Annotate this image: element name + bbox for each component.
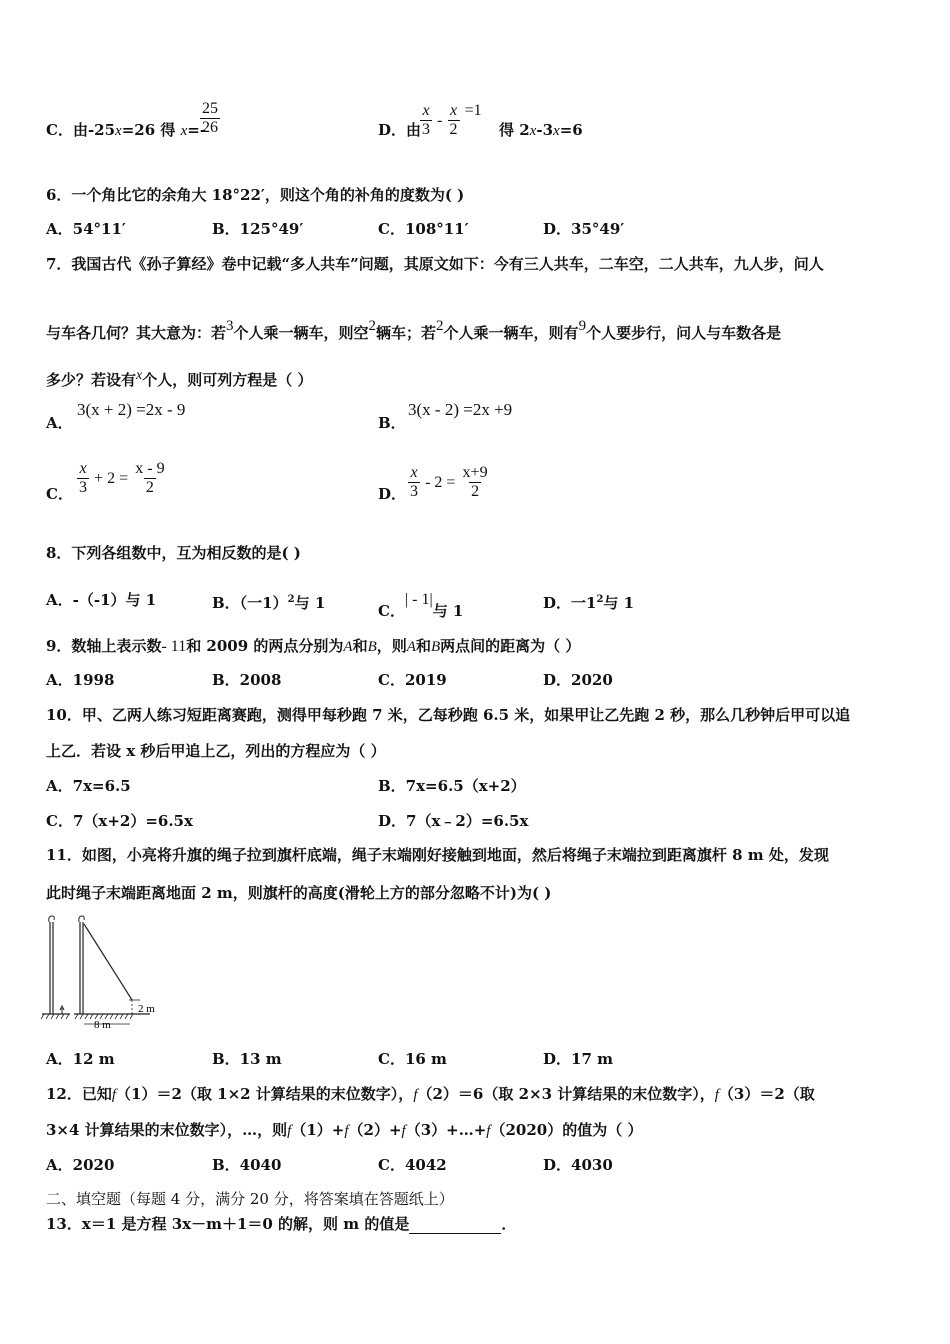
q7-line3 [46, 366, 312, 390]
q5d-tail-b: -3 [536, 121, 554, 139]
q7d-n2: x+9 [462, 464, 488, 481]
q7-option-d-eq [408, 464, 490, 501]
q12-f2: f [413, 1087, 418, 1103]
flagpole-figure [40, 910, 165, 1032]
q9-B2: B [430, 639, 441, 655]
q7-line2 [46, 316, 781, 343]
q9-A: A [343, 639, 353, 655]
q13-text: 13．x＝1 是方程 3x－m＋1＝0 的解，则 m 的值是 [46, 1215, 410, 1233]
q6-option-d: D．35°49′ [543, 220, 625, 238]
q5d-var2: x [553, 123, 560, 139]
section2-title: 二、填空题（每题 4 分，满分 20 分，将答案填在答题纸上） [46, 1190, 454, 1208]
q10-line2: 上乙．若设 x 秒后甲追上乙，列出的方程应为（ ） [46, 742, 386, 760]
q9-b: 和 2009 的两点分别为 [186, 637, 344, 655]
q7d-d2: 2 [471, 483, 480, 500]
q8b-sup: 2 [287, 594, 295, 605]
q7-n2a: 2 [368, 318, 377, 334]
q12-line1 [46, 1084, 815, 1105]
q12-f4: f [287, 1123, 292, 1139]
q5c-var2: x [180, 123, 188, 139]
q12-option-b: B．4040 [212, 1156, 282, 1174]
q10-option-c: C．7（x+2）=6.5x [46, 812, 193, 830]
q6-option-c: C．108°11′ [378, 220, 469, 238]
q12-f1: f [111, 1087, 117, 1103]
q7-l2c: 辆车；若 [376, 324, 437, 342]
q8d-tail: 与 1 [603, 594, 635, 612]
q12-l1a: 12．已知 [46, 1085, 112, 1103]
q5c-fraction [200, 100, 220, 137]
q8d-text: D．一1 [543, 594, 597, 612]
q7-option-a-eq: 3(x + 2) =2x - 9 [77, 400, 186, 419]
q9-option-b: B．2008 [212, 671, 282, 689]
q7-option-c-label: C． [46, 485, 73, 503]
q5c-var: x [115, 123, 122, 139]
pole-right [79, 916, 140, 1014]
q12-option-c: C．4042 [378, 1156, 447, 1174]
pole-left [49, 916, 64, 1014]
q7-l3b: 个人，则可列方程是（ ） [142, 371, 313, 389]
q10-line1: 10．甲、乙两人练习短距离赛跑，测得甲每秒跑 7 米，乙每秒跑 6.5 米，如果甲让乙先跑 2 秒，那么几秒钟后甲可以追 [46, 706, 851, 724]
q13-period: ． [501, 1215, 517, 1233]
q5d-d2: 2 [449, 121, 458, 138]
q7-l2a: 与车各几何？其大意为：若 [46, 324, 227, 342]
q7c-n2: x - 9 [135, 460, 165, 477]
q9-option-d: D．2020 [543, 671, 613, 689]
q12-l1b: （1）＝2（取 1×2 计算结果的末位数字）， [116, 1085, 414, 1103]
q8c-label: C． [378, 602, 405, 620]
q8b-text: B．（一1） [212, 594, 288, 612]
q5d-tail [499, 120, 583, 141]
q7d-d1: 3 [410, 483, 418, 500]
q9-c: 和 [352, 637, 368, 655]
q13-line [46, 1214, 516, 1234]
q8c-tail: 与 1 [432, 602, 464, 620]
q5-option-d-label [378, 120, 421, 140]
rope-line [84, 924, 132, 1000]
q9-stem [46, 636, 580, 657]
q5d-n2: x [449, 102, 458, 119]
q6-option-a: A．54°11′ [46, 220, 126, 238]
q5d-n1: x [422, 102, 430, 119]
q9-a: 9．数轴上表示数 [46, 637, 162, 655]
q7-l2e: 个人要步行，问人与车数各是 [586, 324, 782, 342]
q9-f: 两点间的距离为（ ） [440, 637, 581, 655]
q8d-sup: 2 [596, 594, 604, 605]
q8c-abs: | - 1| [404, 591, 433, 608]
label-2m: 2 m [138, 1003, 155, 1015]
q7-option-a-label: A． [46, 414, 73, 432]
q5d-label: D．由 [378, 121, 422, 139]
q9-option-a: A．1998 [46, 671, 115, 689]
q7-option-d-label: D． [378, 485, 407, 503]
q5d-var1: x [529, 123, 537, 139]
q13-answer-blank[interactable] [409, 1219, 501, 1234]
q5d-d1: 3 [422, 121, 430, 138]
q7-line1: 7．我国古代《孙子算经》卷中记载“多人共车”问题，其原文如下：今有三人共车，二车空，二人共车，九人步，问人 [46, 255, 824, 273]
q12-l1c: （2）＝6（取 2×3 计算结果的末位数字）， [417, 1085, 715, 1103]
q5d-eq: =1 [464, 102, 482, 119]
q11-option-d: D．17 m [543, 1050, 613, 1068]
q12-option-d: D．4030 [543, 1156, 613, 1174]
q12-f5: f [344, 1123, 349, 1139]
q8b-tail: 与 1 [294, 594, 326, 612]
q9-B: B [367, 639, 377, 655]
q10-option-d: D．7（x﹣2）=6.5x [378, 812, 529, 830]
q7c-d1: 3 [79, 479, 87, 496]
q7-option-b-eq: 3(x - 2) =2x +9 [408, 400, 513, 419]
q11-option-a: A．12 m [46, 1050, 115, 1068]
q10-option-a: A．7x=6.5 [46, 777, 131, 795]
q7-var: x [136, 368, 143, 383]
q5d-tail-a: 得 2 [499, 121, 530, 139]
q12-l1d: （3）＝2（取 [718, 1085, 815, 1103]
q5c-den: 26 [202, 119, 218, 136]
q7-l3a: 多少？若设有 [46, 371, 137, 389]
q12-f6: f [401, 1123, 406, 1139]
q8-stem: 8．下列各组数中，互为相反数的是( ) [46, 544, 301, 562]
q7d-mid: - 2 = [425, 474, 456, 491]
q9-d: ，则 [376, 637, 407, 655]
q9-option-c: C．2019 [378, 671, 447, 689]
q12-l2c: （2）+ [348, 1121, 402, 1139]
q7c-d2: 2 [145, 479, 154, 496]
q11-option-b: B．13 m [212, 1050, 282, 1068]
q7-option-b-label: B． [378, 414, 406, 432]
q12-f7: f [486, 1123, 491, 1139]
q12-f3: f [714, 1087, 719, 1103]
q7c-n1: x [79, 460, 87, 477]
q8-option-c [378, 590, 463, 621]
q5c-num: 25 [202, 100, 218, 117]
q6-stem: 6．一个角比它的余角大 18°22′，则这个角的补角的度数为( ) [46, 186, 465, 204]
q12-l2b: （1）+ [291, 1121, 345, 1139]
q7-l2d: 个人乘一辆车，则有 [443, 324, 579, 342]
q6-option-b: B．125°49′ [212, 220, 304, 238]
q5-option-c [46, 120, 206, 141]
q8-option-d [543, 590, 634, 613]
q11-option-c: C．16 m [378, 1050, 447, 1068]
q10-option-b: B．7x=6.5（x+2） [378, 777, 526, 795]
q7-n9: 9 [578, 318, 587, 334]
q5d-equation [420, 102, 482, 139]
label-8m: 8 m [94, 1019, 111, 1031]
q7-option-c-eq [77, 460, 167, 497]
q7-n2b: 2 [436, 318, 444, 334]
q5d-minus: - [437, 112, 443, 129]
q12-line2 [46, 1120, 642, 1141]
q11-line2: 此时绳子末端距离地面 2 m，则旗杆的高度(滑轮上方的部分忽略不计)为( ) [46, 884, 552, 902]
q7-l2b: 个人乘一辆车，则空 [233, 324, 369, 342]
q8-option-a: A．-（-1）与 1 [46, 591, 157, 609]
q9-e: 和 [415, 637, 431, 655]
q9-num: - 11 [161, 638, 187, 655]
q5d-tail-c: =6 [559, 121, 583, 139]
q11-line1: 11．如图，小亮将升旗的绳子拉到旗杆底端，绳子末端刚好接触到地面，然后将绳子末端拉到距离旗杆 8 m 处，发现 [46, 846, 829, 864]
q7d-n1: x [410, 464, 418, 481]
q9-A2: A [406, 639, 416, 655]
q8-option-b [212, 590, 325, 613]
q7c-mid: + 2 = [94, 470, 129, 487]
q5c-mid: =26 得 [121, 121, 181, 139]
q5c-eq: =- [187, 121, 207, 139]
q5c-label: C．由-25 [46, 121, 116, 139]
q7-n3: 3 [226, 318, 234, 334]
q12-l2d: （3）+…+ [405, 1121, 487, 1139]
q12-l2a: 3×4 计算结果的末位数字），…，则 [46, 1121, 288, 1139]
q12-option-a: A．2020 [46, 1156, 115, 1174]
q12-l2e: （2020）的值为（ ） [490, 1121, 643, 1139]
